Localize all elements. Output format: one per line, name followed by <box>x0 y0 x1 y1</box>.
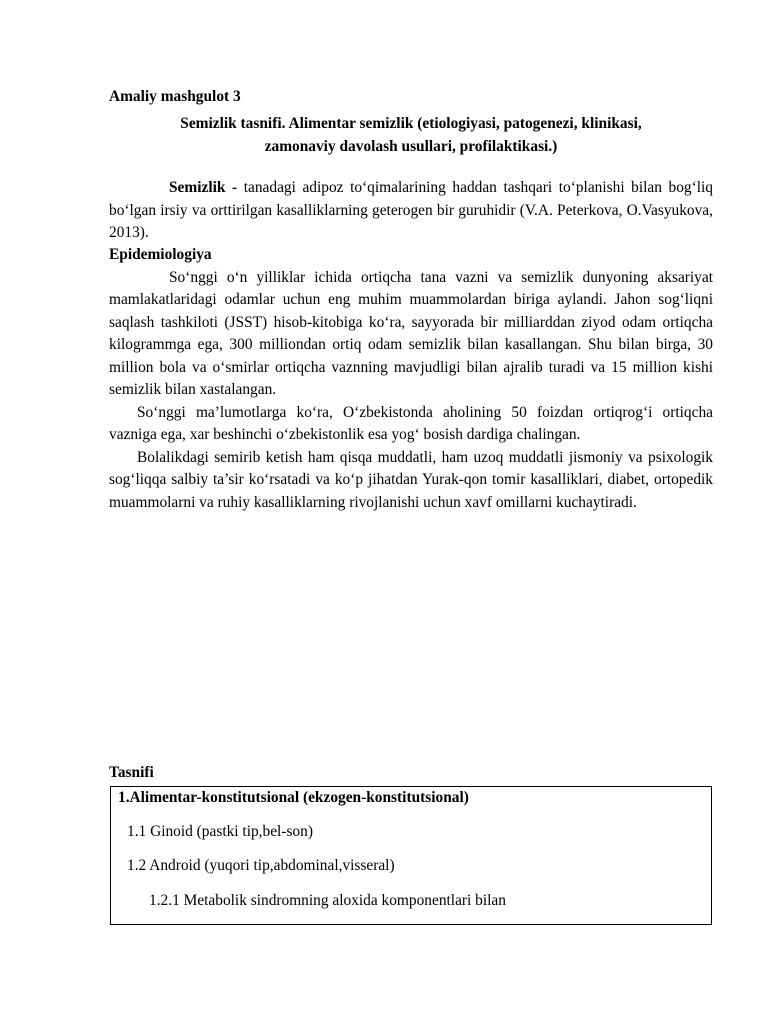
classification-item-1-2: 1.2 Android (yuqori tip,abdominal,visseral) <box>127 857 395 874</box>
definition-paragraph <box>109 177 713 245</box>
title-line-1: Semizlik tasnifi. Alimentar semizlik (etiologiyasi, patogenezi, klinikasi, <box>180 115 642 132</box>
epidemiology-paragraph-2: So‘nggi ma’lumotlarga ko‘ra, O‘zbekistonda aholining 50 foizdan ortiqrog‘i ortiqcha vazniga ega, xar beshinchi o‘zbekistonlik esa yog‘ bosish dardiga chalingan. <box>109 403 713 443</box>
classification-item-1-2-1: 1.2.1 Metabolik sindromning aloxida komponentlari bilan <box>149 892 506 909</box>
title-line-2: zamonaviy davolash usullari, profilaktikasi.) <box>264 138 558 155</box>
lesson-label: Amaliy mashgulot 3 <box>109 88 241 105</box>
classification-table <box>110 786 712 925</box>
epidemiology-paragraph-3: Bolalikdagi semirib ketish ham qisqa muddatli, ham uzoq muddatli jismoniy va psixologik sog‘liqqa salbiy ta’sir ko‘rsatadi va ko‘p jihatdan Yurak-qon tomir kasalliklari, diabet, ortopedik muammolarni va ruhiy kasalliklarning rivojlanishi uchun xavf omillarni kuchaytiradi. <box>109 448 713 511</box>
page-title <box>109 112 713 158</box>
classification-heading: Tasnifi <box>109 764 154 781</box>
definition-term: Semizlik - <box>169 179 238 196</box>
epidemiology-heading: Epidemiologiya <box>109 246 212 263</box>
epidemiology-block <box>109 244 713 514</box>
definition-block <box>109 177 713 245</box>
epidemiology-paragraph-1: So‘nggi o‘n yilliklar ichida ortiqcha tana vazni va semizlik dunyoning aksariyat mamlakatlaridagi odamlar uchun eng muhim muammolardan biriga aylandi. Jahon sog‘liqni saqlash tashkiloti (JSST) hisob-kitobiga ko‘ra, sayyorada bir milliarddan ziyod odam ortiqcha kilogrammga ega, 300 milliondan ortiq odam semizlik bilan kasallangan. Shu bilan birga, 30 million bola va o‘smirlar ortiqcha vaznning mavjudligi bilan ajralib turadi va 15 million kishi semizlik bilan xastalangan. <box>109 268 713 398</box>
classification-item-1: 1.Alimentar-konstitutsional (ekzogen-konstitutsional) <box>118 789 469 806</box>
definition-text: tanadagi adipoz to‘qimalarining haddan tashqari to‘planishi bilan bog‘liq bo‘lgan irsiy va orttirilgan kasalliklarning geterogen bir guruhidir (V.A. Peterkova, O.Vasyukova, 2013). <box>109 179 714 241</box>
classification-item-1-1: 1.1 Ginoid (pastki tip,bel-son) <box>127 823 313 840</box>
